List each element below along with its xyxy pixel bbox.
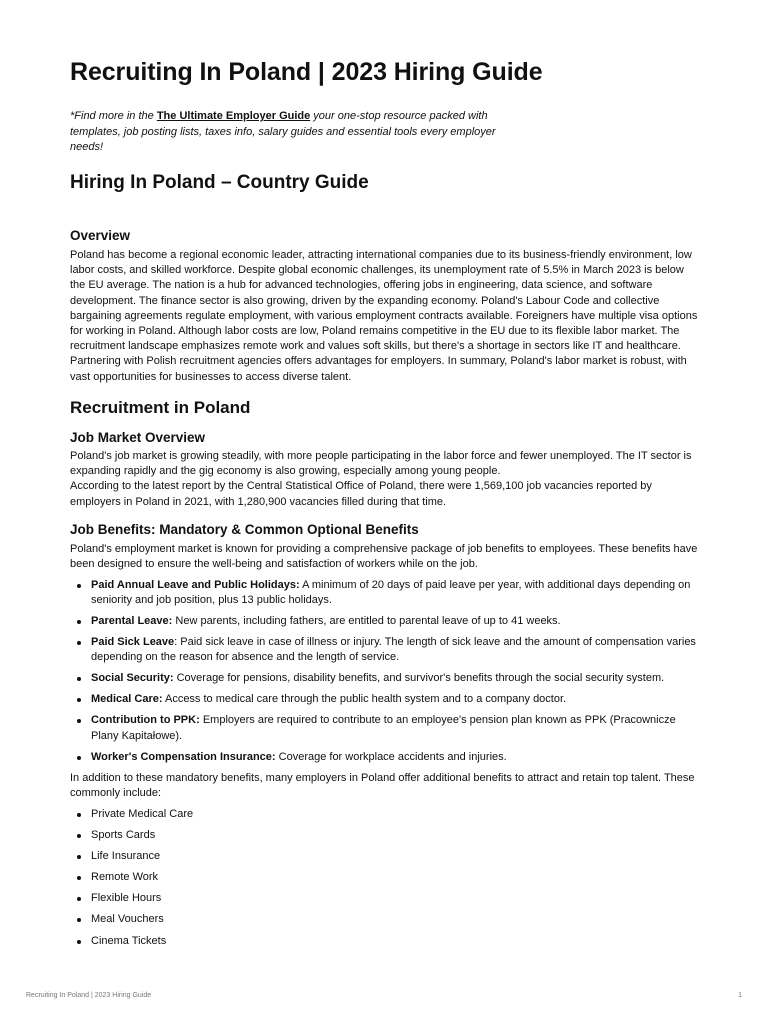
mandatory-benefits-list [70,578,700,771]
benefit-label: Social Security: [91,672,174,685]
overview-paragraph: Poland has become a regional economic leader, attracting international companies due to its business-friendly environment, low labor costs, and skilled workforce. Despite global economic challenges, its unemployment rate of 5.5% in March 2023 is below the EU average. The nation is a hub for advanced technologies, offering jobs in engineering, data science, and software development. The finance sector is also growing, driven by the expanding economy. Poland's Labour Code and collective bargaining agreements regulate employment, with various employment contracts available. Foreigners have multiple visa options for working in Poland. Although labor costs are low, Poland remains competitive in the EU due to its flexible labor market. The recruitment landscape emphasizes remote work and values soft skills, but there's a shortage in sectors like IT and healthcare. Partnering with Polish recruitment agencies offers advantages for employers. In summary, Poland's labor market is robust, with vast opportunities for businesses to access diverse talent. [70,249,698,383]
benefit-label: Paid Sick Leave [91,636,175,649]
list-item [70,692,700,707]
additional-benefits-intro: In addition to these mandatory benefits, many employers in Poland offer additional benefits to attract and retain top talent. These commonly include: [70,772,695,800]
list-item: Cinema Tickets [70,934,700,949]
benefit-text: New parents, including fathers, are entitled to parental leave of up to 41 weeks. [172,615,561,628]
overview-heading: Overview [70,228,131,243]
list-item [70,750,700,765]
benefits-intro: Poland's employment market is known for providing a comprehensive package of job benefits to employees. These benefits have been designed to ensure the well-being and satisfaction of workers while on the job. [70,543,698,571]
benefits-heading: Job Benefits: Mandatory & Common Optional Benefits [70,522,419,537]
list-item: Remote Work [70,870,700,885]
country-guide-heading: Hiring In Poland – Country Guide [70,172,369,193]
list-item [70,614,700,629]
benefit-label: Contribution to PPK: [91,714,200,727]
list-item [70,671,700,686]
list-item: Flexible Hours [70,891,700,906]
ultimate-employer-guide-link[interactable]: The Ultimate Employer Guide [156,110,311,122]
page-title: Recruiting In Poland | 2023 Hiring Guide [70,58,543,86]
list-item: Meal Vouchers [70,912,700,927]
intro-after: your one-stop resource packed with templates, job posting lists, taxes info, salary guides and essential tools every employer needs! [70,110,496,153]
list-item [70,713,700,743]
list-item: Life Insurance [70,849,700,864]
benefit-text: A minimum of 20 days of paid leave per year, with additional days depending on seniority and job position, plus 13 public holidays. [91,579,691,607]
job-market-heading: Job Market Overview [70,430,206,445]
benefit-text: Access to medical care through the public health system and to a company doctor. [162,693,567,706]
page-number: 1 [738,992,742,999]
recruitment-heading: Recruitment in Poland [70,398,251,417]
job-market-paragraph [70,449,700,510]
list-item [70,635,700,665]
list-item: Sports Cards [70,828,700,843]
optional-benefits-list [70,807,700,955]
benefit-text: : Paid sick leave in case of illness or injury. The length of sick leave and the amount of compensation varies depending on the reason for absence and the length of service. [91,636,696,664]
benefit-text: Employers are required to contribute to an employee's pension plan known as PPK (Pracownicze Plany Kapitałowe). [91,714,676,742]
intro-note [70,109,500,156]
benefit-label: Parental Leave: [91,615,173,628]
benefit-label: Worker's Compensation Insurance: [91,750,276,763]
intro-before: *Find more in the [70,110,157,122]
list-item: Private Medical Care [70,807,700,822]
footer-title: Recruiting In Poland | 2023 Hiring Guide [26,992,152,999]
benefit-label: Paid Annual Leave and Public Holidays: [91,579,300,591]
benefit-label: Medical Care: [91,693,163,706]
list-item [70,578,700,608]
benefit-text: Coverage for workplace accidents and injuries. [275,750,507,763]
job-market-line-1: Poland's job market is growing steadily, with more people participating in the labor force and fewer unemployed. The IT sector is expanding rapidly and the gig economy is also growing, especially among young people. [70,450,692,478]
job-market-line-2: According to the latest report by the Central Statistical Office of Poland, there were 1,569,100 job vacancies reported by employers in Poland in 2021, with 1,280,900 vacancies filled during that time. [70,480,652,508]
benefit-text: Coverage for pensions, disability benefits, and survivor's benefits through the social security system. [173,672,665,685]
